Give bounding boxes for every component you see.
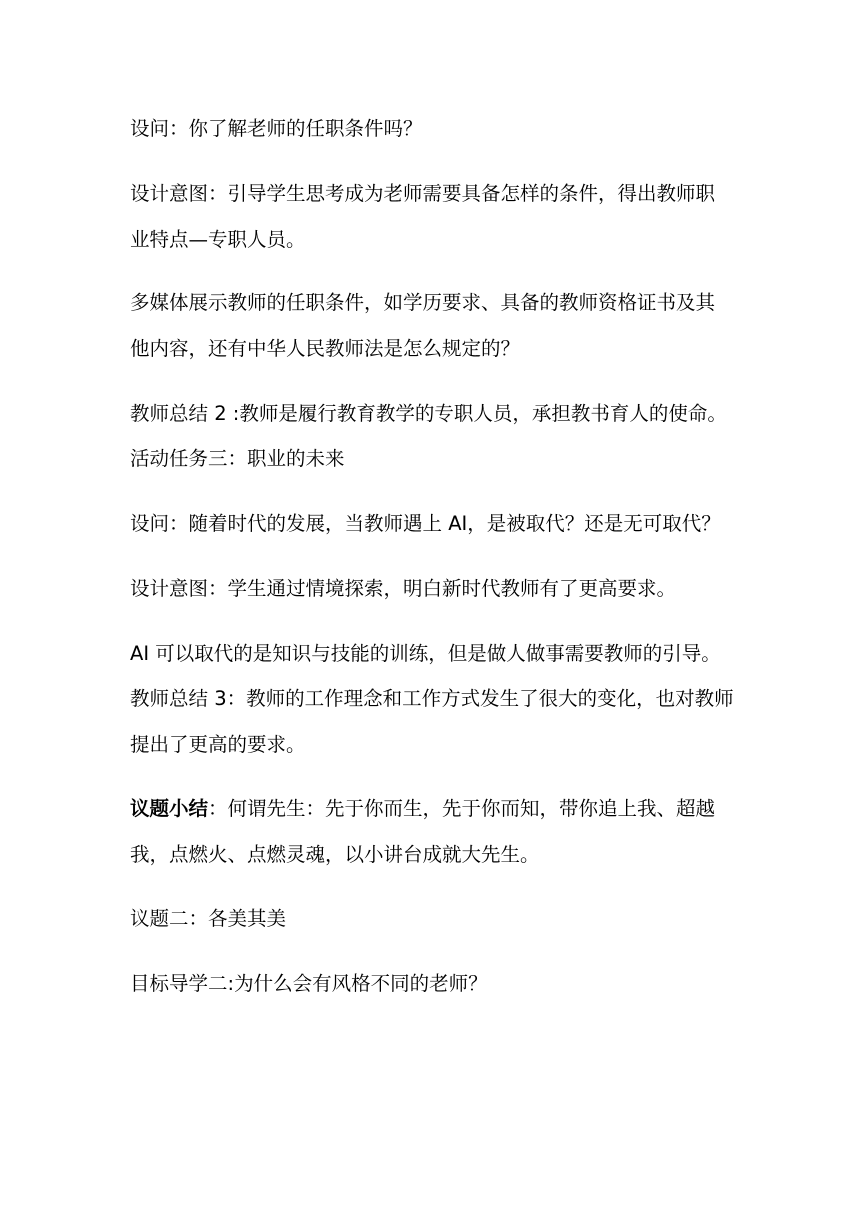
paragraph-text: AI 可以取代的是知识与技能的训练，但是做人做事需要教师的引导。 <box>130 642 721 665</box>
topic-summary <box>130 786 734 878</box>
teacher-summary-2 <box>130 391 734 437</box>
multimedia-display-paragraph <box>130 280 734 372</box>
topic-summary-label: 议题小结 <box>130 797 209 820</box>
paragraph-text: 目标导学二:为什么会有风格不同的老师？ <box>130 972 488 995</box>
paragraph-text: 设问：随着时代的发展，当教师遇上 AI，是被取代？还是无可取代？ <box>130 512 721 535</box>
paragraph-text: 教师总结 3：教师的工作理念和工作方式发生了很大的变化，也对教师提出了更高的要求。 <box>130 687 734 756</box>
paragraph-text: 设问：你了解老师的任职条件吗？ <box>130 117 423 140</box>
paragraph-text: ：何谓先生：先于你而生，先于你而知，带你追上我、超越我，点燃火、点燃灵魂，以小讲台成就大先生。 <box>130 797 716 866</box>
ai-replacement-paragraph <box>130 631 734 677</box>
paragraph-text: 教师总结 2 :教师是履行教育教学的专职人员，承担教书育人的使命。 <box>130 402 727 425</box>
paragraph-text: 设计意图：引导学生思考成为老师需要具备怎样的条件，得出教师职业特点—专职人员。 <box>130 182 716 251</box>
teacher-summary-3 <box>130 676 734 768</box>
design-intent-1 <box>130 171 734 263</box>
target-guided-learning-2 <box>130 961 734 1007</box>
question-teacher-qualifications <box>130 106 734 152</box>
activity-task-3-heading <box>130 436 734 482</box>
design-intent-2 <box>130 566 734 612</box>
paragraph-text: 设计意图：学生通过情境探索，明白新时代教师有了更高要求。 <box>130 577 677 600</box>
paragraph-text: 议题二：各美其美 <box>130 907 287 930</box>
paragraph-text: 多媒体展示教师的任职条件，如学历要求、具备的教师资格证书及其他内容，还有中华人民教师法是怎么规定的？ <box>130 291 716 360</box>
topic-2-heading <box>130 896 734 942</box>
paragraph-text: 活动任务三：职业的未来 <box>130 447 345 470</box>
question-teacher-meets-ai <box>130 501 734 547</box>
